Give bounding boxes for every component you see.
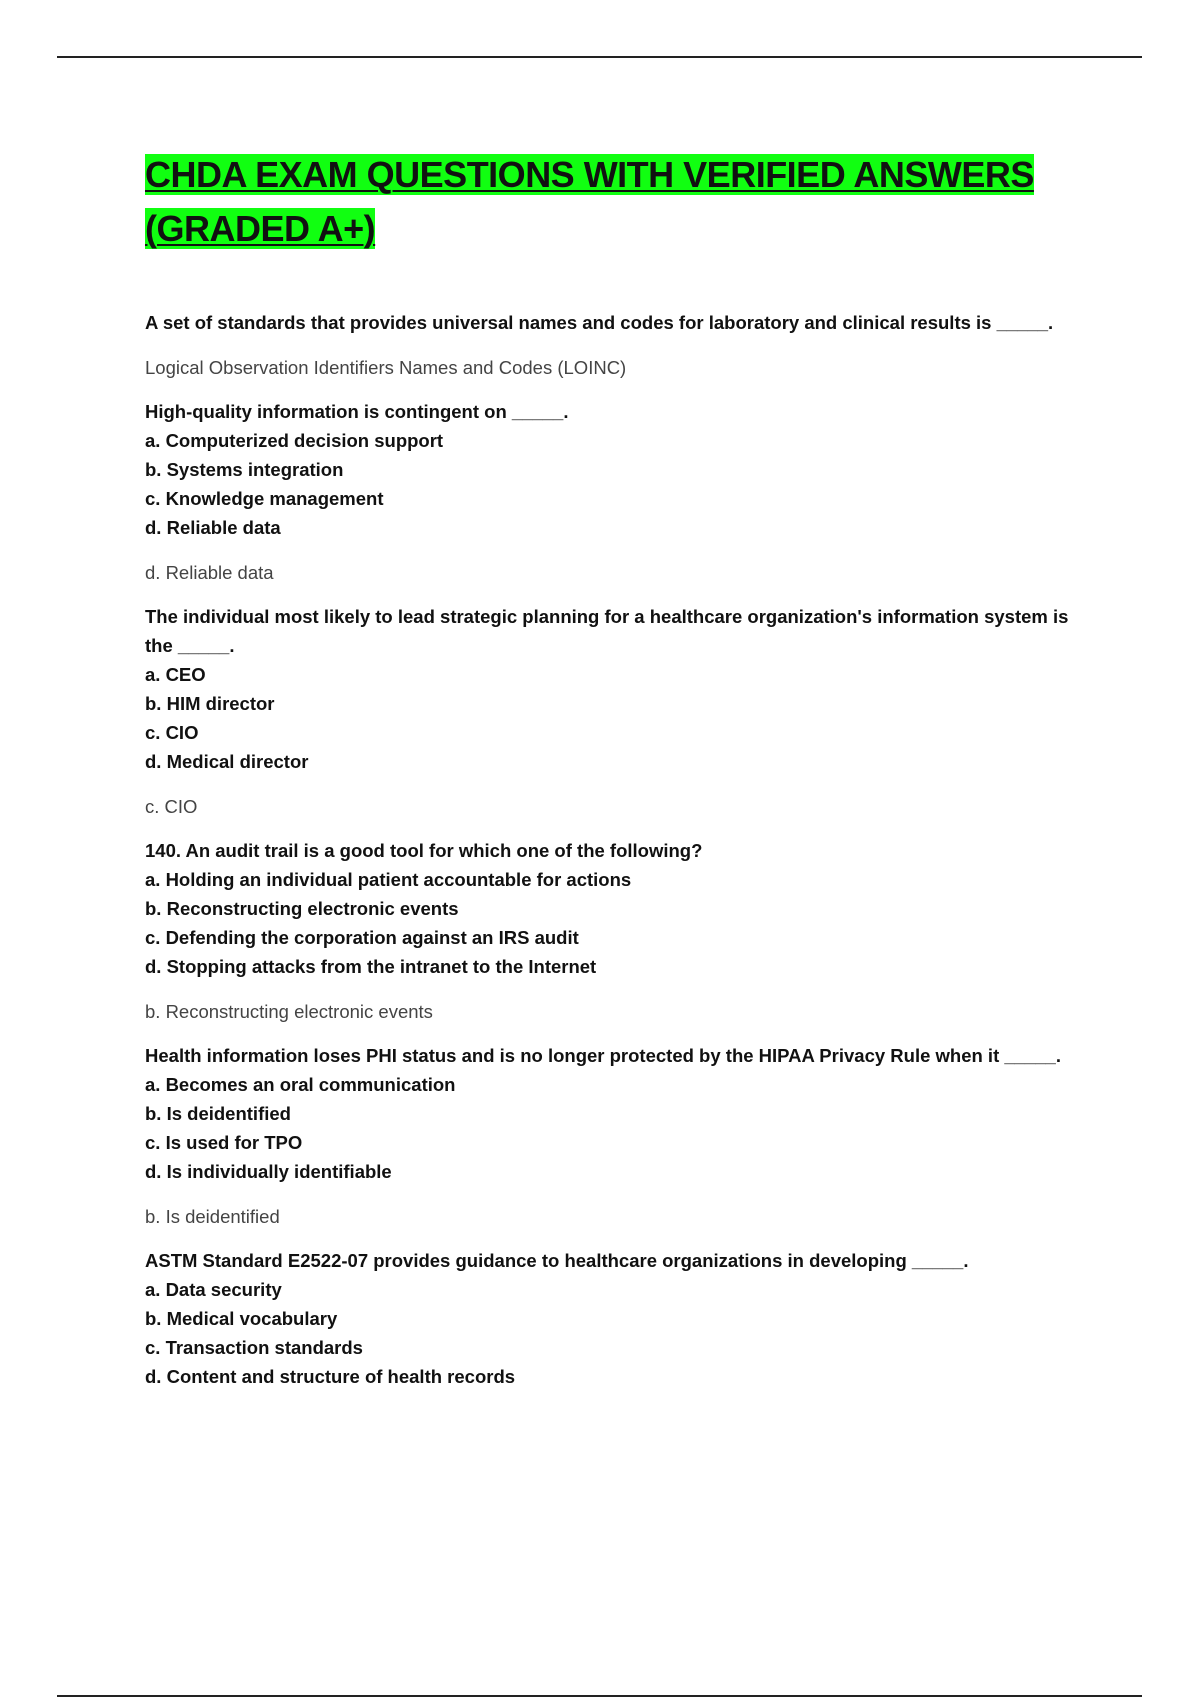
answer-option: c. Defending the corporation against an IRS audit — [145, 927, 579, 948]
answer-option: b. Is deidentified — [145, 1103, 291, 1124]
answer-text: d. Reliable data — [145, 562, 274, 583]
question-block-5 — [145, 1041, 1085, 1231]
answer-option: c. Is used for TPO — [145, 1132, 303, 1153]
answer-option: d. Content and structure of health records — [145, 1366, 516, 1387]
answer-option: d. Medical director — [145, 751, 309, 772]
answer-option: c. Transaction standards — [145, 1337, 363, 1358]
answer-text: b. Is deidentified — [145, 1206, 280, 1227]
answer-option: a. Data security — [145, 1279, 282, 1300]
answer-option: b. Medical vocabulary — [145, 1308, 338, 1329]
document-title-text: CHDA EXAM QUESTIONS WITH VERIFIED ANSWERS (GRADED A+) — [145, 154, 1034, 249]
answer-option: a. Holding an individual patient accountable for actions — [145, 869, 632, 890]
answer-option: c. CIO — [145, 722, 199, 743]
question-text: The individual most likely to lead strategic planning for a healthcare organization's information system is the _____. — [145, 606, 1069, 656]
answer-option: d. Is individually identifiable — [145, 1161, 392, 1182]
answer-text: Logical Observation Identifiers Names and Codes (LOINC) — [145, 357, 627, 378]
question-block-3 — [145, 602, 1085, 821]
answer-text: c. CIO — [145, 796, 198, 817]
answer-option: b. HIM director — [145, 693, 275, 714]
answer-option: d. Reliable data — [145, 517, 281, 538]
answer-text: b. Reconstructing electronic events — [145, 1001, 433, 1022]
document-title — [145, 148, 1085, 256]
page-bottom-rule — [57, 1695, 1142, 1697]
answer-option: a. Becomes an oral communication — [145, 1074, 456, 1095]
question-block-1 — [145, 308, 1085, 382]
answer-option: c. Knowledge management — [145, 488, 384, 509]
question-text: A set of standards that provides universal names and codes for laboratory and clinical results is _____. — [145, 312, 1054, 333]
document-body — [145, 148, 1085, 1391]
answer-option: d. Stopping attacks from the intranet to the Internet — [145, 956, 597, 977]
answer-option: a. Computerized decision support — [145, 430, 444, 451]
page-top-rule — [57, 56, 1142, 58]
question-block-4 — [145, 836, 1085, 1026]
question-text: High-quality information is contingent on _____. — [145, 401, 569, 422]
question-text: Health information loses PHI status and is no longer protected by the HIPAA Privacy Rule when it _____. — [145, 1045, 1061, 1066]
answer-option: a. CEO — [145, 664, 206, 685]
question-block-6 — [145, 1246, 1085, 1391]
question-block-2 — [145, 397, 1085, 587]
question-text: 140. An audit trail is a good tool for which one of the following? — [145, 840, 703, 861]
answer-option: b. Reconstructing electronic events — [145, 898, 459, 919]
question-text: ASTM Standard E2522-07 provides guidance to healthcare organizations in developing _____. — [145, 1250, 969, 1271]
answer-option: b. Systems integration — [145, 459, 344, 480]
